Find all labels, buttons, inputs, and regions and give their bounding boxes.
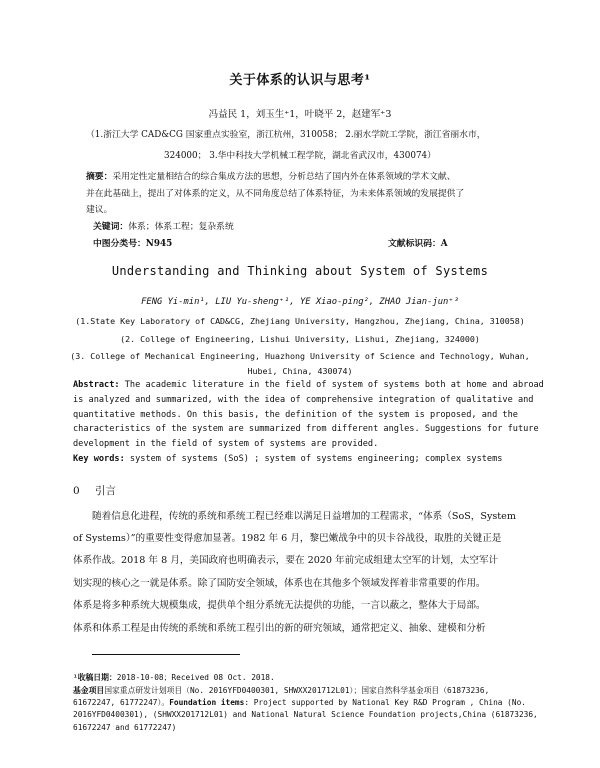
english-abstract-line-2: is analyzed and summarized, with the idea of comprehensive integration of qualitative and xyxy=(73,395,534,405)
footnote-fund-line-2 xyxy=(73,697,526,708)
english-authors: FENG Yi-min¹, LIU Yu-sheng⁺¹, YE Xiao-ping², ZHAO Jian-jun⁺³ xyxy=(141,297,459,307)
body-line-1: 随着信息化进程，传统的系统和系统工程已经难以满足日益增加的工程需求，“体系（SoS，System xyxy=(92,511,516,522)
footnote-fund-label: 基金项目 xyxy=(73,686,105,695)
english-abstract-line-5: development in the field of system of systems are provided. xyxy=(73,439,379,449)
footnote-fund-text-2a: 61672247, 61772247）。 xyxy=(73,698,170,707)
english-keywords xyxy=(73,454,502,464)
chinese-abstract-line-1 xyxy=(86,169,456,182)
chinese-keywords-label: 关键词： xyxy=(93,222,129,232)
section-heading xyxy=(73,483,116,498)
footnote-divider xyxy=(92,654,240,655)
footnote-fund-text-1: 国家重点研发计划项目（No. 2016YFD0400301, SHWXX201712L01）；国家自然科学基金项目（61873236, xyxy=(104,686,490,695)
english-abstract-line-1 xyxy=(73,380,544,390)
chinese-authors: 冯益民 1，刘玉生⁺1，叶晓平 2，赵建军⁺3 xyxy=(208,109,392,120)
classification-label: 中图分类号： xyxy=(93,239,146,249)
document-code xyxy=(388,236,448,249)
chinese-abstract-line-2: 并在此基础上，提出了对体系的定义，从不同角度总结了体系特征，为未来体系领域的发展提供了 xyxy=(86,189,465,199)
body-line-4: 划实现的核心之一就是体系。除了国防安全领域，体系也在其他多个领域发挥着非常重要的作用。 xyxy=(73,578,486,589)
footnote-fund-line-3: 2016YFD0400301), (SHWXX201712L01) and National Natural Science Foundation projects,China (61873236, xyxy=(73,710,538,719)
body-line-2: of Systems）”的重要性变得愈加显著。1982 年 6 月，黎巴嫩战争中的贝卡谷战役，取胜的关键正是 xyxy=(73,533,502,544)
english-affiliation-line-4: Hubei, China, 430074) xyxy=(247,366,353,376)
footnote-received xyxy=(73,672,275,683)
chinese-affiliation-line-2: 324000； 3.华中科技大学机械工程学院，湖北省武汉市，430074） xyxy=(164,151,436,161)
chinese-abstract-line-3: 建议。 xyxy=(86,205,113,215)
section-number: 0 xyxy=(73,485,80,497)
english-affiliation-line-2: (2. College of Engineering, Lishui University, Lishui, Zhejiang, 324000) xyxy=(120,334,480,344)
footnote-received-text: 2018-10-08；Received 08 Oct. 2018. xyxy=(116,673,275,682)
english-keywords-text: system of systems (SoS) ; system of systems engineering; complex systems xyxy=(124,454,503,464)
chinese-keywords xyxy=(93,219,234,232)
english-affiliation-line-1: (1.State Key Laboratory of CAD&CG, Zhejiang University, Hangzhou, Zhejiang, China, 310058) xyxy=(75,316,525,326)
english-abstract-line-3: quantitative methods. On this basis, the definition of the system is proposed, and the xyxy=(73,410,518,420)
english-keywords-label: Key words: xyxy=(73,454,125,464)
footnote-foundation-label: Foundation items xyxy=(169,698,245,707)
footnote-received-label: ¹收稿日期： xyxy=(73,673,117,682)
classification-number xyxy=(93,236,172,249)
english-abstract-label: Abstract: xyxy=(73,380,120,390)
document-code-value: A xyxy=(440,239,448,249)
classification-value: N945 xyxy=(145,239,173,249)
body-line-3: 体系作战。2018 年 8 月，美国政府也明确表示，要在 2020 年前完成组建太空军的计划，太空军计 xyxy=(73,555,499,566)
section-title: 引言 xyxy=(95,485,116,497)
document-code-label: 文献标识码： xyxy=(388,239,441,249)
footnote-fund-text-2b: : Project supported by National Key R&D Program , China (No. xyxy=(244,698,526,707)
chinese-keywords-text: 体系；体系工程；复杂系统 xyxy=(128,222,234,232)
body-line-6: 体系和体系工程是由传统的系统和系统工程引出的新的研究领域，通常把定义、抽象、建模和分析 xyxy=(73,623,486,634)
footnote-fund-line-1 xyxy=(73,685,489,696)
chinese-abstract-text-1: 采用定性定量相结合的综合集成方法的思想，分析总结了国内外在体系领域的学术文献、 xyxy=(112,172,456,182)
footnote-fund-line-4: 61672247 and 61772247) xyxy=(73,723,177,732)
english-abstract-line-4: characteristics of the system are summarized from different angles. Suggestions for future xyxy=(73,424,539,434)
chinese-title: 关于体系的认识与思考¹ xyxy=(229,73,371,88)
english-abstract-text-1: The academic literature in the field of system of systems both at home and abroad xyxy=(119,380,544,390)
english-title: Understanding and Thinking about System of Systems xyxy=(111,264,489,278)
chinese-affiliation-line-1: （1.浙江大学 CAD&CG 国家重点实验室，浙江杭州，310058； 2.丽水学院工学院，浙江省丽水市， xyxy=(86,130,486,140)
english-affiliation-line-3: (3. College of Mechanical Engineering, Huazhong University of Science and Technology, Wuhan, xyxy=(70,351,530,361)
chinese-abstract-label: 摘要： xyxy=(86,172,113,182)
body-line-5: 体系是将多种系统大规模集成，提供单个组分系统无法提供的功能，一言以蔽之，整体大于局部。 xyxy=(73,600,486,611)
